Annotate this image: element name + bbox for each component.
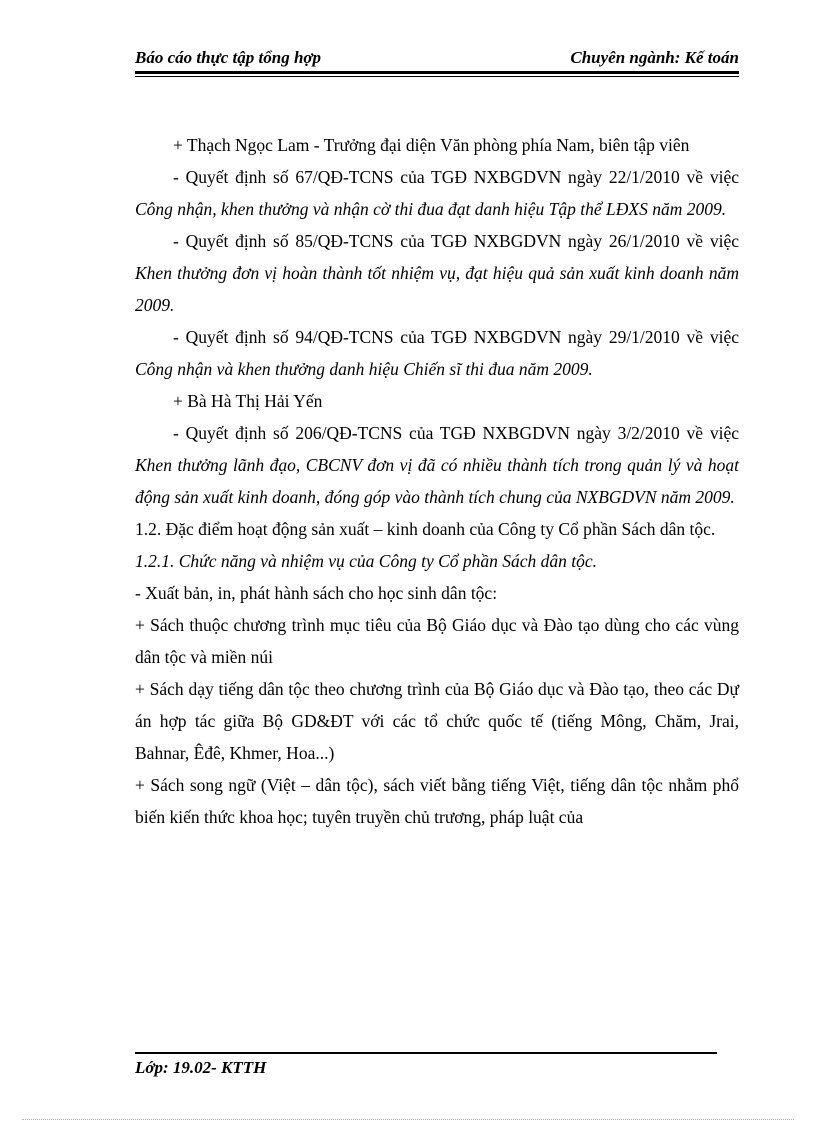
decision-206-lead: - Quyết định số 206/QĐ-TCNS của TGĐ NXBGDVN ngày 3/2/2010 về việc [173, 423, 739, 443]
paragraph-decision-94 [135, 321, 739, 385]
page-header [135, 44, 739, 74]
page-bottom-edge [22, 1119, 794, 1120]
header-report-title: Báo cáo thực tập tổng hợp [135, 48, 322, 67]
paragraph-ethnic-language-books: + Sách dạy tiếng dân tộc theo chương trình của Bộ Giáo dục và Đào tạo, theo các Dự án hợp tác giữa Bộ GD&ĐT với các tổ chức quốc tế (tiếng Mông, Chăm, Jrai, Bahnar, Êđê, Khmer, Hoa...) [135, 679, 739, 763]
header-divider-thick [135, 71, 739, 74]
footer-class-label: Lớp: 19.02- KTTH [135, 1058, 267, 1077]
header-divider-thin [135, 76, 739, 77]
paragraph-representative: + Thạch Ngọc Lam - Trưởng đại diện Văn phòng phía Nam, biên tập viên [173, 135, 690, 155]
paragraph-publishing-duties: - Xuất bản, in, phát hành sách cho học sinh dân tộc: [135, 583, 498, 603]
paragraph-person-ha-thi-hai-yen: + Bà Hà Thị Hải Yến [173, 391, 323, 411]
decision-94-subject: Công nhận và khen thưởng danh hiệu Chiến sĩ thi đua năm 2009. [135, 359, 593, 379]
paragraph-decision-85 [135, 225, 739, 321]
decision-94-lead: - Quyết định số 94/QĐ-TCNS của TGĐ NXBGDVN ngày 29/1/2010 về việc [173, 327, 739, 347]
decision-206-subject: Khen thưởng lãnh đạo, CBCNV đơn vị đã có nhiều thành tích trong quản lý và hoạt động sản xuất kinh doanh, đóng góp vào thành tích chung của NXBGDVN năm 2009. [135, 455, 739, 507]
paragraph-decision-206 [135, 417, 739, 513]
subsection-heading: 1.2.1. Chức năng và nhiệm vụ của Công ty Cổ phần Sách dân tộc. [135, 551, 598, 571]
paragraph-bilingual-books: + Sách song ngữ (Việt – dân tộc), sách viết bằng tiếng Việt, tiếng dân tộc nhằm phổ biến kiến thức khoa học; tuyên truyền chủ trương, pháp luật của [135, 775, 739, 827]
paragraph-decision-67 [135, 161, 739, 225]
section-heading: 1.2. Đặc điểm hoạt động sản xuất – kinh doanh của Công ty Cổ phần Sách dân tộc. [135, 519, 716, 539]
document-body [135, 129, 739, 833]
decision-85-lead: - Quyết định số 85/QĐ-TCNS của TGĐ NXBGDVN ngày 26/1/2010 về việc [173, 231, 739, 251]
header-specialization: Chuyên ngành: Kế toán [570, 48, 739, 67]
paragraph-target-program-books: + Sách thuộc chương trình mục tiêu của Bộ Giáo dục và Đào tạo dùng cho các vùng dân tộc và miền núi [135, 615, 739, 667]
decision-85-subject: Khen thưởng đơn vị hoàn thành tốt nhiệm vụ, đạt hiệu quả sản xuất kinh doanh năm 2009. [135, 263, 739, 315]
footer-divider [135, 1052, 717, 1054]
decision-67-subject: Công nhận, khen thưởng và nhận cờ thi đua đạt danh hiệu Tập thể LĐXS năm 2009. [135, 199, 727, 219]
decision-67-lead: - Quyết định số 67/QĐ-TCNS của TGĐ NXBGDVN ngày 22/1/2010 về việc [173, 167, 739, 187]
